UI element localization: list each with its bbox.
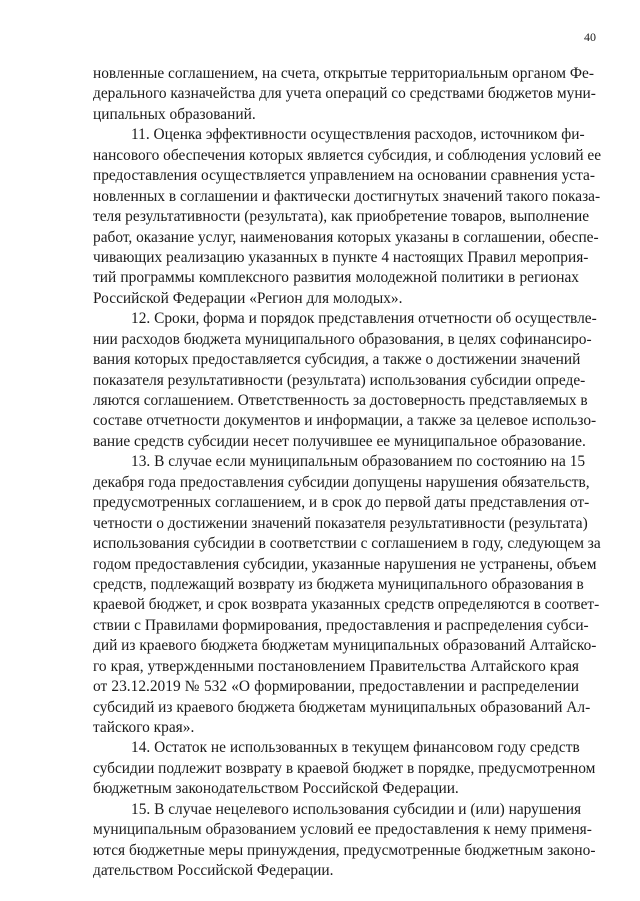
text-line: нии расходов бюджета муниципального образования, в целях софинансиро- (93, 330, 592, 348)
text-line: новленные соглашением, на счета, открытые территориальным органом Фе- (93, 65, 594, 82)
paragraph (93, 125, 602, 309)
paragraph (93, 800, 596, 882)
text-line: средств, подлежащий возврату из бюджета муниципального образования в (93, 575, 584, 593)
text-line: нансового обеспечения которых является субсидия, и соблюдения условий ее (93, 146, 602, 164)
text-line: вание средств субсидии несет получившее ее муниципальное образование. (93, 432, 586, 450)
text-line: муниципальным образованием условий ее предоставления к нему применя- (93, 821, 592, 839)
text-line: 11. Оценка эффективности осуществления расходов, источником фи- (131, 126, 585, 144)
text-line: бюджетным законодательством Российской Федерации. (93, 780, 459, 798)
text-line: чивающих реализацию указанных в пункте 4 настоящих Правил мероприя- (93, 248, 589, 266)
text-line: составе отчетности документов и информации, а также за целевое использо- (93, 412, 597, 430)
document-body (93, 64, 602, 882)
text-line: дерального казначейства для учета операций со средствами бюджетов муни- (93, 85, 596, 103)
text-line: новленных в соглашении и фактически достигнутых значений такого показа- (93, 187, 601, 205)
paragraph (93, 309, 597, 452)
text-line: тий программы комплексного развития молодежной политики в регионах (93, 269, 579, 287)
paragraph (93, 738, 596, 799)
text-line: 12. Сроки, форма и порядок представления отчетности об осуществле- (131, 310, 597, 328)
text-line: годом предоставления субсидии, указанные нарушения не устранены, объем (93, 555, 597, 573)
text-line: теля результативности (результата), как приобретение товаров, выполнение (93, 208, 590, 226)
text-line: предусмотренных соглашением, и в срок до первой даты представления от- (93, 494, 590, 512)
text-line: вания которых предоставляется субсидия, а также о достижении значений (93, 351, 581, 369)
text-line: дательством Российской Федерации. (93, 862, 334, 880)
text-line: использования субсидии в соответствии с соглашением в году, следующем за (93, 535, 601, 553)
text-line: показателя результативности (результата) использования субсидии опреде- (93, 371, 586, 389)
text-line: дий из краевого бюджета бюджетам муниципальных образований Алтайско- (93, 637, 597, 655)
text-line: от 23.12.2019 № 532 «О формировании, предоставлении и распределении (93, 678, 579, 696)
text-line: краевой бюджет, и срок возврата указанных средств определяются в соответ- (93, 596, 600, 614)
text-line: тайского края». (93, 719, 195, 736)
text-line: субсидий из краевого бюджета бюджетам муниципальных образований Ал- (93, 698, 591, 716)
text-line: Российской Федерации «Регион для молодых». (93, 289, 403, 307)
text-line: ствии с Правилами формирования, предоставления и распределения субси- (93, 616, 589, 634)
text-line: ются бюджетные меры принуждения, предусмотренные бюджетным законо- (93, 841, 596, 859)
text-line: декабря года предоставления субсидии допущены нарушения обязательств, (93, 473, 590, 491)
text-line: 13. В случае если муниципальным образованием по состоянию на 15 (131, 453, 586, 471)
text-line: предоставления осуществляется управлением на основании сравнения уста- (93, 167, 595, 185)
text-line: 14. Остаток не использованных в текущем финансовом году средств (131, 739, 580, 757)
text-line: четности о достижении значений показателя результативности (результата) (93, 514, 588, 532)
text-line: 15. В случае нецелевого использования субсидии и (или) нарушения (131, 800, 582, 818)
text-line: ляются соглашением. Ответственность за достоверность представляемых в (93, 392, 588, 409)
text-line: работ, оказание услуг, наименования которых указаны в соглашении, обеспе- (93, 228, 599, 246)
text-line: го края, утвержденными постановлением Правительства Алтайского края (93, 657, 579, 675)
text-line: субсидии подлежит возврату в краевой бюджет в порядке, предусмотренном (93, 759, 596, 777)
page-number: 40 (584, 30, 596, 44)
text-line: ципальных образований. (93, 105, 256, 123)
paragraph (93, 452, 601, 738)
paragraph (93, 64, 596, 125)
